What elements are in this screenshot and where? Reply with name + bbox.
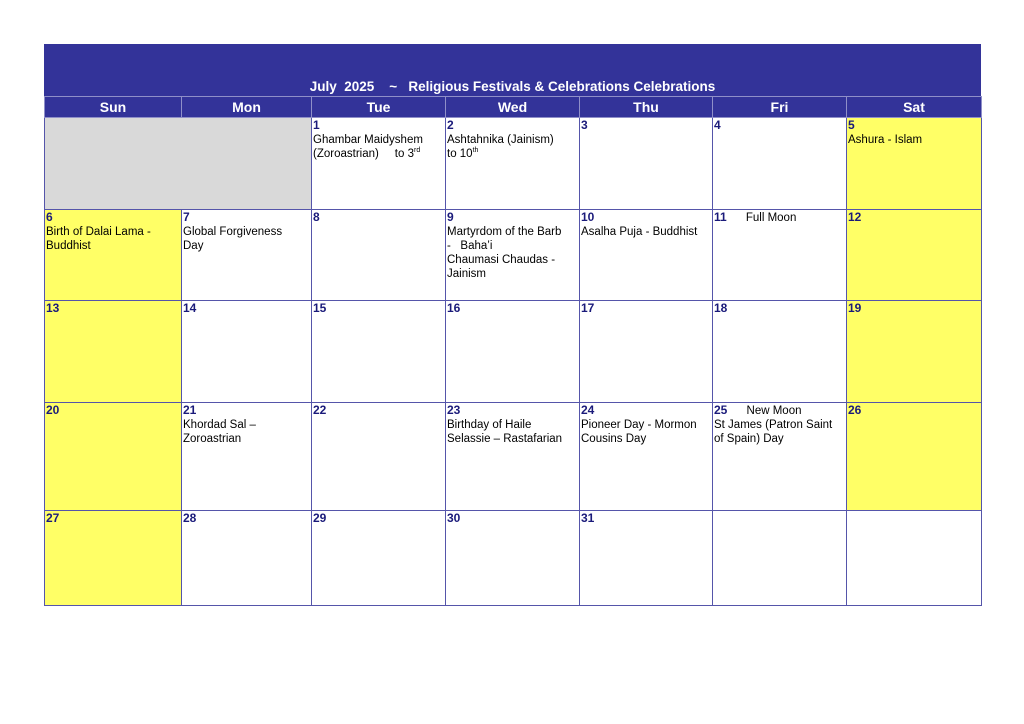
week-row [45, 511, 982, 606]
event-text: Birthday of Haile [447, 419, 532, 431]
day-number: 7 [183, 210, 190, 224]
event-text: Global Forgiveness [183, 226, 283, 238]
event-text-line [313, 147, 444, 161]
day-cell-22 [312, 403, 446, 511]
empty-cell [45, 118, 312, 210]
day-cell-15 [312, 301, 446, 403]
day-number: 24 [581, 403, 595, 417]
day-number: 20 [46, 403, 60, 417]
day-number: 11 [714, 210, 727, 224]
day-cell-21 [182, 403, 312, 511]
week-row [45, 403, 982, 511]
event-text: Chaumasi Chaudas - [447, 254, 556, 266]
day-cell-5 [847, 118, 982, 210]
empty-cell [847, 511, 982, 606]
day-cell-1 [312, 118, 446, 210]
day-number: 25 [714, 403, 728, 417]
day-cell-3 [580, 118, 713, 210]
day-cell-31 [580, 511, 713, 606]
event-text: New Moon [727, 405, 802, 417]
day-cell-17 [580, 301, 713, 403]
day-number: 13 [46, 301, 60, 315]
day-cell-26 [847, 403, 982, 511]
day-number: 29 [313, 511, 327, 525]
day-cell-6 [45, 210, 182, 301]
day-cell-11 [713, 210, 847, 301]
weekday-tue: Tue [312, 97, 446, 118]
day-number: 12 [848, 210, 862, 224]
day-number: 26 [848, 403, 862, 417]
event-text: Zoroastrian [183, 433, 242, 445]
day-cell-24 [580, 403, 713, 511]
day-cell-18 [713, 301, 847, 403]
day-cell-12 [847, 210, 982, 301]
day-cell-4 [713, 118, 847, 210]
day-number: 28 [183, 511, 197, 525]
day-cell-29 [312, 511, 446, 606]
weekday-sat: Sat [847, 97, 982, 118]
event-text: Full Moon [726, 212, 797, 224]
event-text: Ashura - Islam [848, 134, 923, 146]
day-number: 3 [581, 118, 588, 132]
superscript: th [472, 147, 479, 155]
day-number: 22 [313, 403, 327, 417]
event-text: St James (Patron Saint [714, 419, 833, 431]
day-number: 1 [313, 118, 320, 132]
day-cell-23 [446, 403, 580, 511]
event-text: Birth of Dalai Lama - [46, 226, 151, 238]
week-row [45, 210, 982, 301]
day-number: 30 [447, 511, 461, 525]
day-cell-10 [580, 210, 713, 301]
event-text: Jainism [447, 268, 486, 280]
day-cell-8 [312, 210, 446, 301]
day-number: 16 [447, 301, 461, 315]
day-cell-19 [847, 301, 982, 403]
event-text: Martyrdom of the Barb [447, 226, 562, 238]
event-text: - Baha’i [447, 240, 493, 252]
event-text: (Zoroastrian) to 3 [313, 148, 414, 160]
weekday-sun: Sun [45, 97, 182, 118]
day-number: 18 [714, 301, 728, 315]
event-text: Cousins Day [581, 433, 647, 445]
day-number: 2 [447, 118, 454, 132]
calendar-grid [44, 96, 982, 606]
day-cell-7 [182, 210, 312, 301]
day-cell-14 [182, 301, 312, 403]
day-number: 31 [581, 511, 595, 525]
event-text: Selassie – Rastafarian [447, 433, 563, 445]
day-number: 9 [447, 210, 454, 224]
week-row [45, 118, 982, 210]
day-cell-25 [713, 403, 847, 511]
day-number: 27 [46, 511, 60, 525]
event-text: of Spain) Day [714, 433, 784, 445]
event-text: Buddhist [46, 240, 91, 252]
day-number: 6 [46, 210, 53, 224]
day-number: 23 [447, 403, 461, 417]
day-number: 8 [313, 210, 320, 224]
day-cell-28 [182, 511, 312, 606]
calendar [44, 44, 981, 606]
superscript: rd [413, 147, 421, 155]
event-text-line [447, 147, 578, 161]
weekday-thu: Thu [580, 97, 713, 118]
day-cell-9 [446, 210, 580, 301]
day-number: 19 [848, 301, 862, 315]
weekday-wed: Wed [446, 97, 580, 118]
day-cell-30 [446, 511, 580, 606]
event-text: Asalha Puja - Buddhist [581, 226, 698, 238]
day-number: 17 [581, 301, 595, 315]
event-text: to 10 [447, 148, 473, 160]
event-text: Day [183, 240, 204, 252]
day-cell-27 [45, 511, 182, 606]
day-cell-16 [446, 301, 580, 403]
empty-cell [713, 511, 847, 606]
day-number: 10 [581, 210, 595, 224]
day-number: 4 [714, 118, 721, 132]
weekday-fri: Fri [713, 97, 847, 118]
event-text: Ghambar Maidyshem [313, 134, 423, 146]
event-text: Ashtahnika (Jainism) [447, 134, 554, 146]
day-cell-2 [446, 118, 580, 210]
week-row [45, 301, 982, 403]
event-text: Pioneer Day - Mormon [581, 419, 697, 431]
calendar-title: July 2025 ~ Religious Festivals & Celebrations Celebrations [309, 79, 716, 94]
day-number: 5 [848, 118, 855, 132]
weekday-mon: Mon [182, 97, 312, 118]
day-cell-20 [45, 403, 182, 511]
event-text: Khordad Sal – [183, 419, 256, 431]
weekday-header-row [45, 97, 982, 118]
title-bar [44, 44, 981, 96]
day-number: 15 [313, 301, 327, 315]
day-number: 21 [183, 403, 197, 417]
day-cell-13 [45, 301, 182, 403]
day-number: 14 [183, 301, 197, 315]
